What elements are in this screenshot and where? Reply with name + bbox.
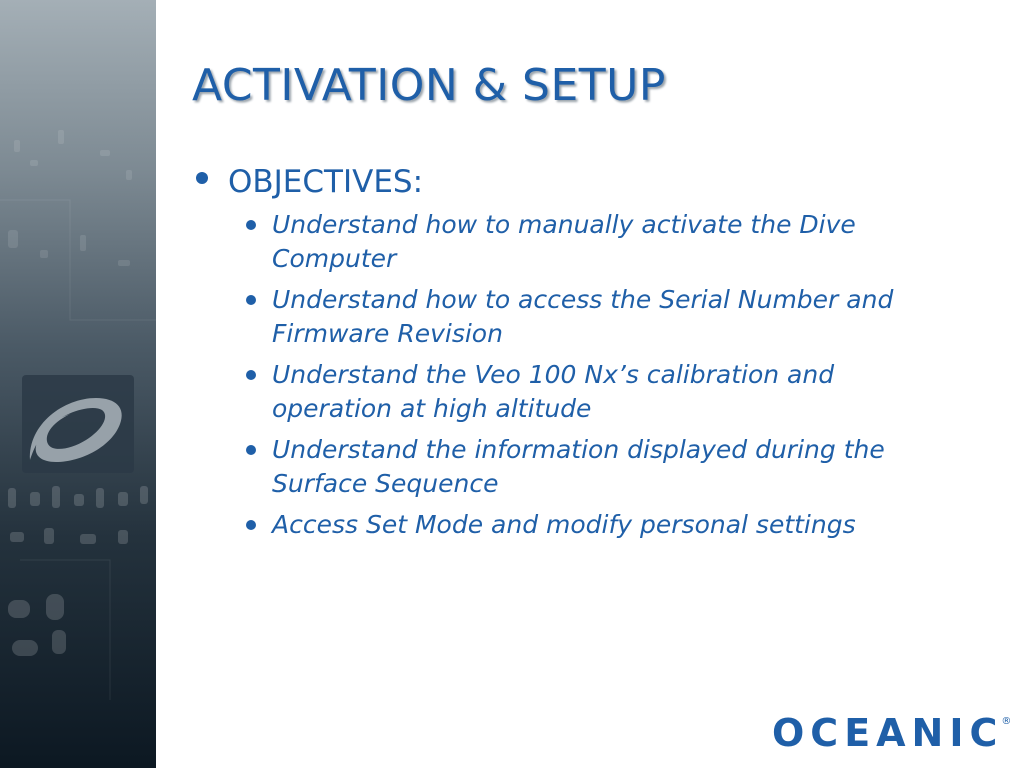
bullet-icon <box>246 295 256 305</box>
objectives-heading <box>192 160 972 204</box>
objectives-label: OBJECTIVES: <box>228 164 424 200</box>
objectives-list <box>192 208 972 542</box>
registered-mark: ® <box>1001 716 1012 727</box>
bullet-icon <box>246 445 256 455</box>
logo-text: OCEANIC <box>772 711 1004 755</box>
oceanic-logo <box>772 708 1011 758</box>
sidebar-decoration <box>0 0 156 768</box>
bullet-icon <box>246 220 256 230</box>
objective-text: Access Set Mode and modify personal settings <box>272 510 856 539</box>
objective-text: Understand how to access the Serial Number and Firmware Revision <box>272 285 894 348</box>
slide-title: ACTIVATION & SETUP <box>192 60 666 111</box>
objective-item <box>272 283 942 351</box>
objective-text: Understand the information displayed during the Surface Sequence <box>272 435 885 498</box>
objectives-section <box>192 160 972 549</box>
oceanic-swirl-icon <box>0 368 156 488</box>
objective-item <box>272 508 942 542</box>
objective-item <box>272 433 942 501</box>
bullet-icon <box>246 520 256 530</box>
objective-text: Understand how to manually activate the Dive Computer <box>272 210 856 273</box>
bullet-icon <box>196 172 208 184</box>
objective-text: Understand the Veo 100 Nx’s calibration and operation at high altitude <box>272 360 835 423</box>
objective-item <box>272 358 942 426</box>
bullet-icon <box>246 370 256 380</box>
objective-item <box>272 208 942 276</box>
